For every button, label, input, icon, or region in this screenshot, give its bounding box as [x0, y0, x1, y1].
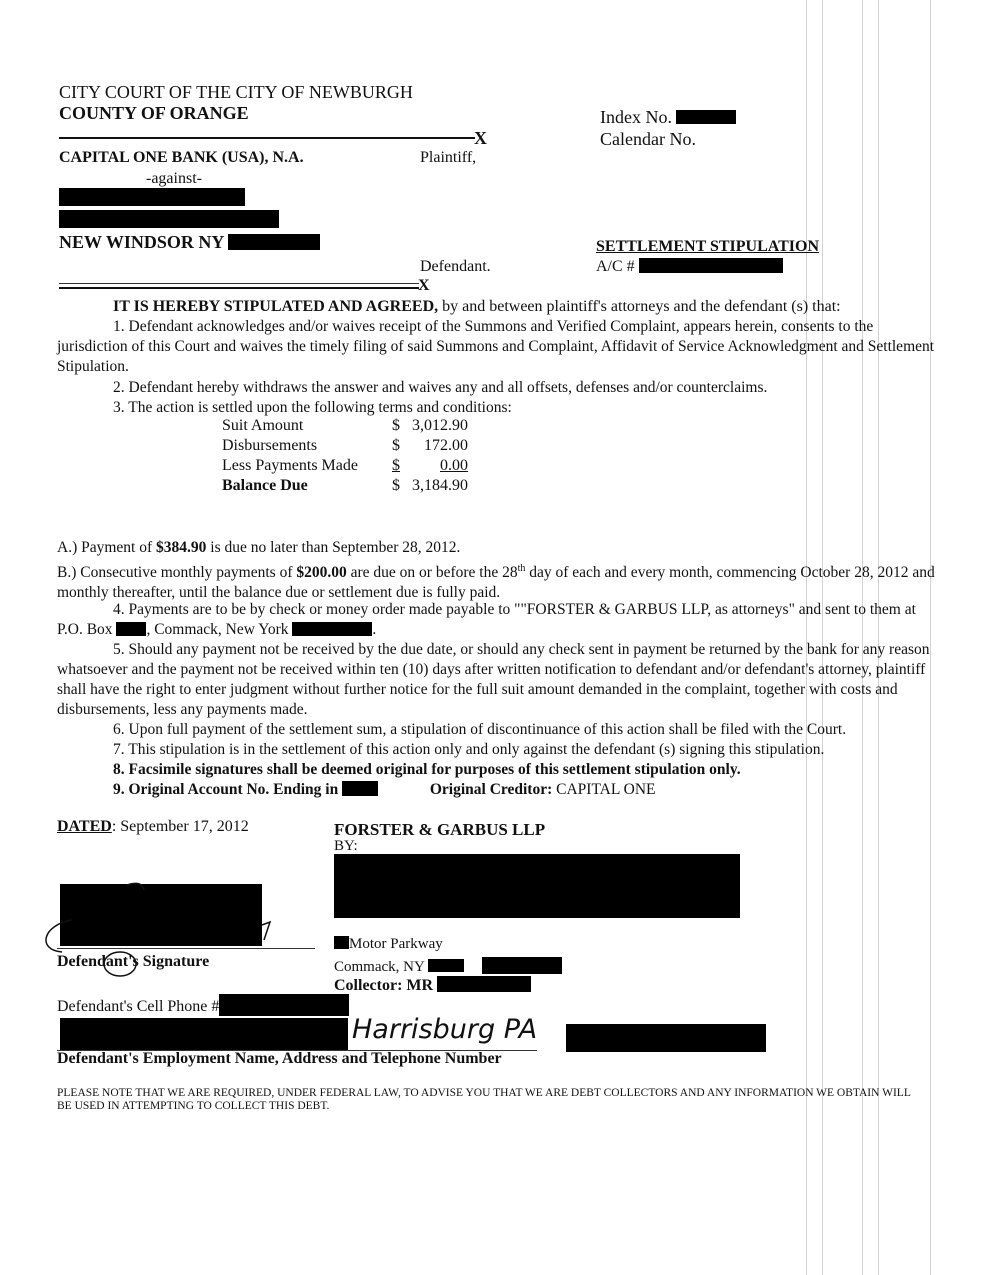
plaintiff-name: CAPITAL ONE BANK (USA), N.A. [59, 149, 304, 166]
caption-top-rule [59, 137, 475, 139]
employment-redaction-2 [566, 1024, 766, 1052]
paragraph-1: 1. Defendant acknowledges and/or waives receipt of the Summons and Verified Complaint, appears herein, consents to the jurisdiction of this Court and waives the timely filing of said Summons and Complaint, Affidavit of Service Acknowledgment and Settlement Stipulation. [57, 318, 935, 375]
street-number-redaction [334, 936, 349, 949]
paragraph-7: 7. This stipulation is in the settlement of this action only and only against the defendant (s) signing this stipulation. [113, 741, 825, 758]
defendant-address-redaction [59, 210, 279, 228]
court-name: CITY COURT OF THE CITY OF NEWBURGH [59, 82, 413, 102]
employment-label: Defendant's Employment Name, Address and Telephone Number [57, 1050, 502, 1067]
zip-redaction [228, 234, 320, 250]
row-label: Suit Amount [222, 417, 304, 434]
settlement-table [218, 416, 472, 496]
account-label: A/C # [596, 258, 783, 276]
caption-x-bottom: X [418, 277, 430, 294]
caption-bottom-rule-2 [59, 287, 419, 289]
intro-line: IT IS HEREBY STIPULATED AND AGREED, by and between plaintiff's attorneys and the defendant (s) that: [113, 298, 841, 315]
document-title: SETTLEMENT STIPULATION [596, 238, 820, 255]
table-row [218, 416, 472, 436]
redaction [676, 110, 736, 124]
caption-bottom-rule [59, 283, 419, 284]
calendar-label: Calendar No. [600, 129, 696, 149]
row-currency: $ [392, 457, 400, 474]
paragraph-4: 4. Payments are to be by check or money order made payable to ""FORSTER & GARBUS LLP, as attorneys" and sent to them at P.O. Box , Commack, New York . [57, 601, 916, 638]
defendant-city: NEW WINDSOR NY [59, 232, 320, 253]
row-label: Less Payments Made [222, 457, 358, 474]
row-amount: 3,184.90 [412, 477, 468, 494]
attorney-signature-redaction [334, 854, 740, 918]
row-currency: $ [392, 477, 400, 494]
paragraph-3: 3. The action is settled upon the following terms and conditions: [113, 399, 512, 416]
paragraph-2: 2. Defendant hereby withdraws the answer and waives any and all offsets, defenses and/or counterclaims. [113, 379, 768, 396]
paragraph-5: 5. Should any payment not be received by the due date, or should any check sent in payment be returned by the bank for any reason whatsoever and the payment not be received within ten (10) days after written notification to defendant and/or defendant's attorney, plaintiff shall have the right to enter judgment without further notice for the full suit amount demanded in the complaint, together with costs and disbursements, less any payments made. [57, 641, 930, 718]
defendant-role: Defendant. [420, 258, 491, 275]
dated-line: DATED: September 17, 2012 [57, 818, 249, 835]
table-row [218, 436, 472, 456]
by-label: BY: [334, 838, 358, 854]
row-label: Balance Due [222, 477, 308, 494]
defendant-name-redaction [59, 188, 245, 206]
plaintiff-role: Plaintiff, [420, 149, 477, 166]
phone-redaction [482, 957, 562, 974]
row-amount: 172.00 [424, 437, 468, 454]
cell-phone-line: Defendant's Cell Phone # [57, 994, 349, 1016]
row-amount: 0.00 [440, 457, 468, 474]
against-label: -against- [146, 170, 202, 187]
debt-collector-notice: PLEASE NOTE THAT WE ARE REQUIRED, UNDER FEDERAL LAW, TO ADVISE YOU THAT WE ARE DEBT COLLECTORS AND ANY INFORMATION WE OBTAIN WILL BE USED IN ATTEMPTING TO COLLECT THIS DEBT. [57, 1087, 911, 1112]
employment-redaction [60, 1018, 348, 1050]
paragraph-9: 9. Original Account No. Ending in Original Creditor: CAPITAL ONE [113, 781, 656, 798]
account-ending-redaction [342, 781, 378, 796]
handwritten-location: Harrisburg PA [352, 1014, 538, 1045]
payment-a: A.) Payment of $384.90 is due no later than September 28, 2012. [57, 539, 461, 556]
row-currency: $ [392, 417, 400, 434]
po-box-redaction [116, 622, 146, 636]
paragraph-6: 6. Upon full payment of the settlement sum, a stipulation of discontinuance of this action shall be filed with the Court. [113, 721, 847, 738]
firm-name: FORSTER & GARBUS LLP [334, 820, 546, 839]
table-row [218, 456, 472, 476]
row-currency: $ [392, 437, 400, 454]
defendant-signature-line [57, 948, 315, 949]
firm-city: Commack, NY [334, 957, 562, 976]
paragraph-8: 8. Facsimile signatures shall be deemed original for purposes of this settlement stipulation only. [113, 761, 741, 778]
table-row [218, 476, 472, 496]
payment-b: B.) Consecutive monthly payments of $200.00 are due on or before the 28th day of each and every month, commencing October 28, 2012 and monthly thereafter, until the balance due or settlement due is fully paid. [57, 563, 935, 602]
collector-line: Collector: MR [334, 976, 531, 995]
zip-redaction [428, 959, 464, 972]
zip-redaction [292, 622, 372, 636]
defendant-signature-label: Defendant's Signature [57, 953, 210, 970]
caption-x-top: X [474, 128, 487, 148]
collector-redaction [437, 976, 531, 992]
index-label: Index No. [600, 107, 736, 128]
account-redaction [639, 258, 783, 273]
county-name: COUNTY OF ORANGE [59, 103, 249, 123]
firm-street: Motor Parkway [334, 936, 443, 953]
row-amount: 3,012.90 [412, 417, 468, 434]
row-label: Disbursements [222, 437, 318, 454]
cell-phone-redaction [219, 994, 349, 1016]
